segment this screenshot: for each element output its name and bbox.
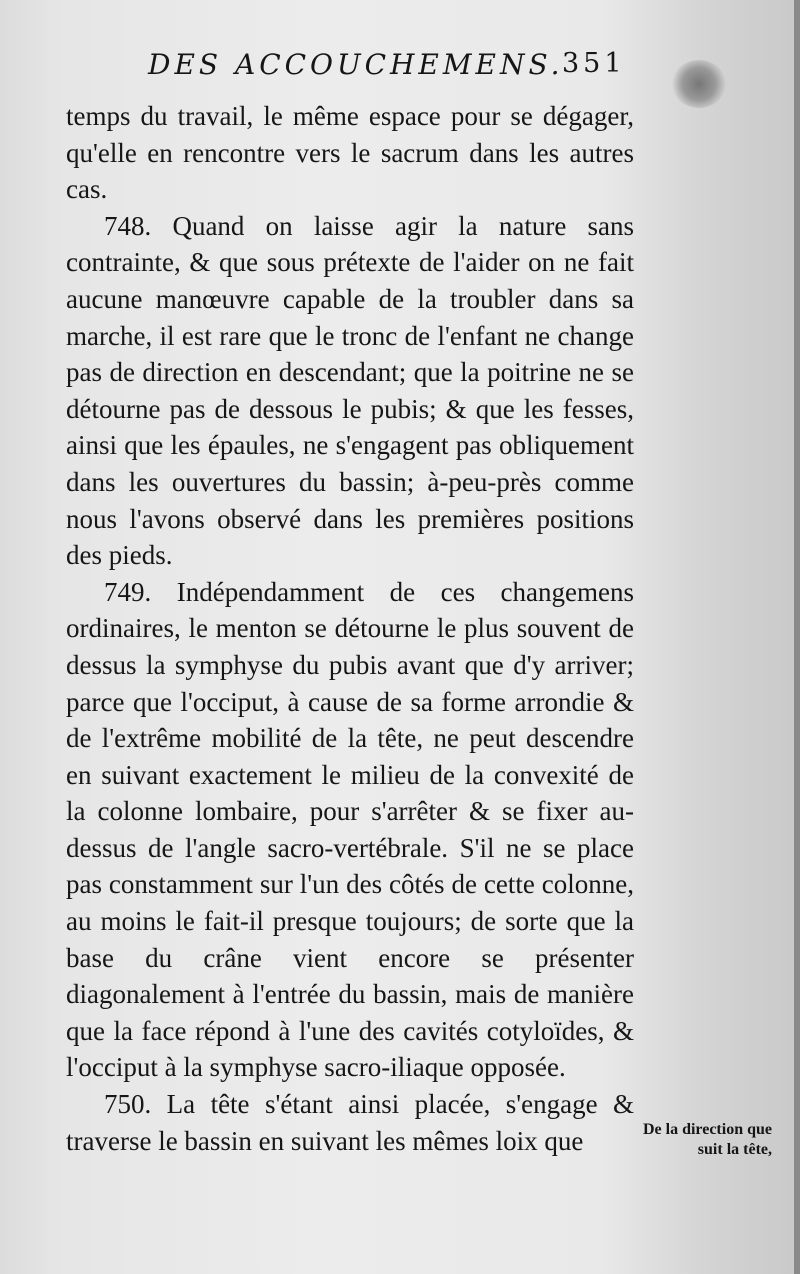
page-number: 351 <box>562 48 626 79</box>
page-edge <box>794 0 800 1274</box>
ink-stain <box>672 60 726 108</box>
paragraph-748: 748. Quand on laisse agir la nature sans contrainte, & que sous prétexte de l'aider on ne fait aucune manœuvre capable de la troubler dans sa marche, il est rare que le tronc de l'enfant ne change pas de direction en descendant; que la poitrine ne se détourne pas de dessous le pubis; & que les fesses, ainsi que les épaules, ne s'engagent pas obliquement dans les ouvertures du bassin; à-peu-près comme nous l'avons observé dans les premières positions des pieds. <box>66 210 634 571</box>
running-title: DES ACCOUCHEMENS. <box>148 48 564 81</box>
paragraph-750: 750. La tête s'étant ainsi placée, s'engage & traverse le bassin en suivant les mêmes loix que <box>66 1089 634 1156</box>
paragraph-749: 749. Indépendamment de ces changemens ordinaires, le menton se détourne le plus souvent de dessus la symphyse du pubis avant que d'y arriver; parce que l'occiput, à cause de sa forme arrondie & de l'extrême mobilité de la tête, ne peut descendre en suivant exactement le milieu de la convexité de la colonne lombaire, pour s'arrêter & se fixer au-dessus de l'angle sacro-vertébrale. S'il ne se place pas constamment sur l'un des côtés de cette colonne, au moins le fait-il presque toujours; de sorte que la base du crâne vient encore se présenter diagonalement à l'entrée du bassin, mais de manière que la face répond à l'une des cavités cotyloïdes, & l'occiput à la symphyse sacro-iliaque opposée. <box>66 576 634 1083</box>
running-header <box>148 48 628 88</box>
paragraph-continued: temps du travail, le même espace pour se dégager, qu'elle en rencontre vers le sacrum dans les autres cas. <box>66 101 634 205</box>
body-text <box>66 98 634 1159</box>
margin-note: De la direction que suit la tête, <box>642 1121 772 1158</box>
